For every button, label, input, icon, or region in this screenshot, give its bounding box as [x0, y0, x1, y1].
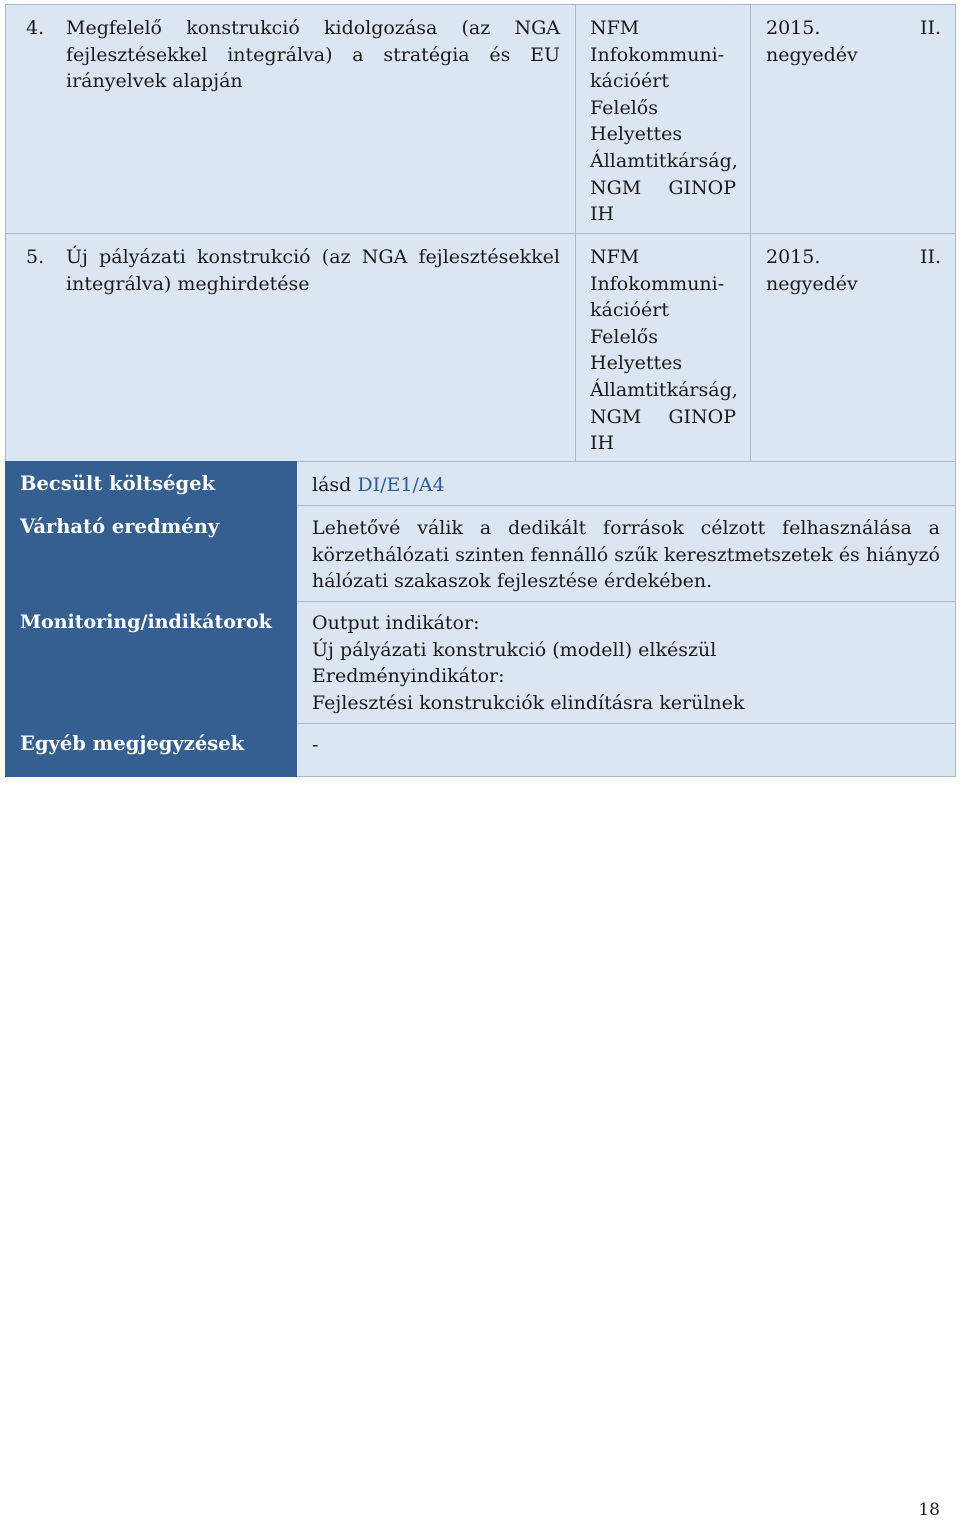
task-4-deadline-word: negyedév	[766, 43, 858, 66]
monitoring-value-cell	[297, 601, 956, 723]
notes-value: -	[312, 734, 319, 756]
task-5-deadline-line	[766, 244, 941, 271]
task-5-responsible: NFM Infokommuni-kációért Felelős Helyettes Államtitkárság, NGM GINOP IH	[590, 246, 738, 455]
notes-header-cell	[5, 723, 297, 777]
task-4-number: 4.	[26, 17, 45, 39]
notes-value-cell	[297, 723, 956, 777]
monitoring-header-cell	[5, 601, 297, 723]
result-indicator-text: Fejlesztési konstrukciók elindításra kerülnek	[312, 691, 745, 714]
task-4-text: Megfelelő konstrukció kidolgozása (az NGA fejlesztésekkel integrálva) a stratégia és EU irányelvek alapján	[66, 17, 560, 93]
task-5-deadline-year: 2015.	[766, 246, 821, 268]
task-5-deadline-cell	[750, 233, 956, 461]
task-5-text: Új pályázati konstrukció (az NGA fejlesztésekkel integrálva) meghirdetése	[66, 246, 560, 295]
task-5-description-cell	[5, 233, 575, 461]
notes-label: Egyéb megjegyzések	[20, 732, 245, 755]
costs-reference-link[interactable]: DI/E1/A4	[357, 474, 445, 496]
costs-label: Becsült költségek	[20, 472, 215, 495]
task-4-deadline-year: 2015.	[766, 17, 821, 39]
task-4-responsible: NFM Infokommuni-kációért Felelős Helyettes Államtitkárság, NGM GINOP IH	[590, 17, 738, 226]
output-indicator-title: Output indikátor:	[312, 612, 480, 634]
costs-header-cell	[5, 461, 297, 505]
page-number: 18	[918, 1500, 940, 1520]
result-value-cell	[297, 505, 956, 601]
task-5-deadline-word: negyedév	[766, 272, 858, 295]
task-4-deadline-cell	[750, 4, 956, 233]
task-5-number: 5.	[26, 246, 45, 268]
task-4-responsible-cell	[575, 4, 750, 233]
result-label: Várható eredmény	[20, 515, 220, 538]
result-text: Lehetővé válik a dedikált források célzott felhasználása a körzethálózati szinten fennálló szűk keresztmetszetek és hiányzó hálózati szakaszok fejlesztése érdekében.	[312, 517, 940, 593]
task-4-deadline-line	[766, 15, 941, 42]
monitoring-label: Monitoring/indikátorok	[20, 611, 272, 633]
task-4-deadline-quarter: II.	[919, 17, 941, 39]
costs-prefix: lásd	[312, 474, 352, 496]
result-indicator-title: Eredményindikátor:	[312, 665, 505, 688]
result-header-cell	[5, 505, 297, 601]
task-5-responsible-cell	[575, 233, 750, 461]
costs-value-cell	[297, 461, 956, 505]
task-4-description-cell	[5, 4, 575, 233]
output-indicator-text: Új pályázati konstrukció (modell) elkészül	[312, 638, 717, 661]
task-5-deadline-quarter: II.	[919, 246, 941, 268]
